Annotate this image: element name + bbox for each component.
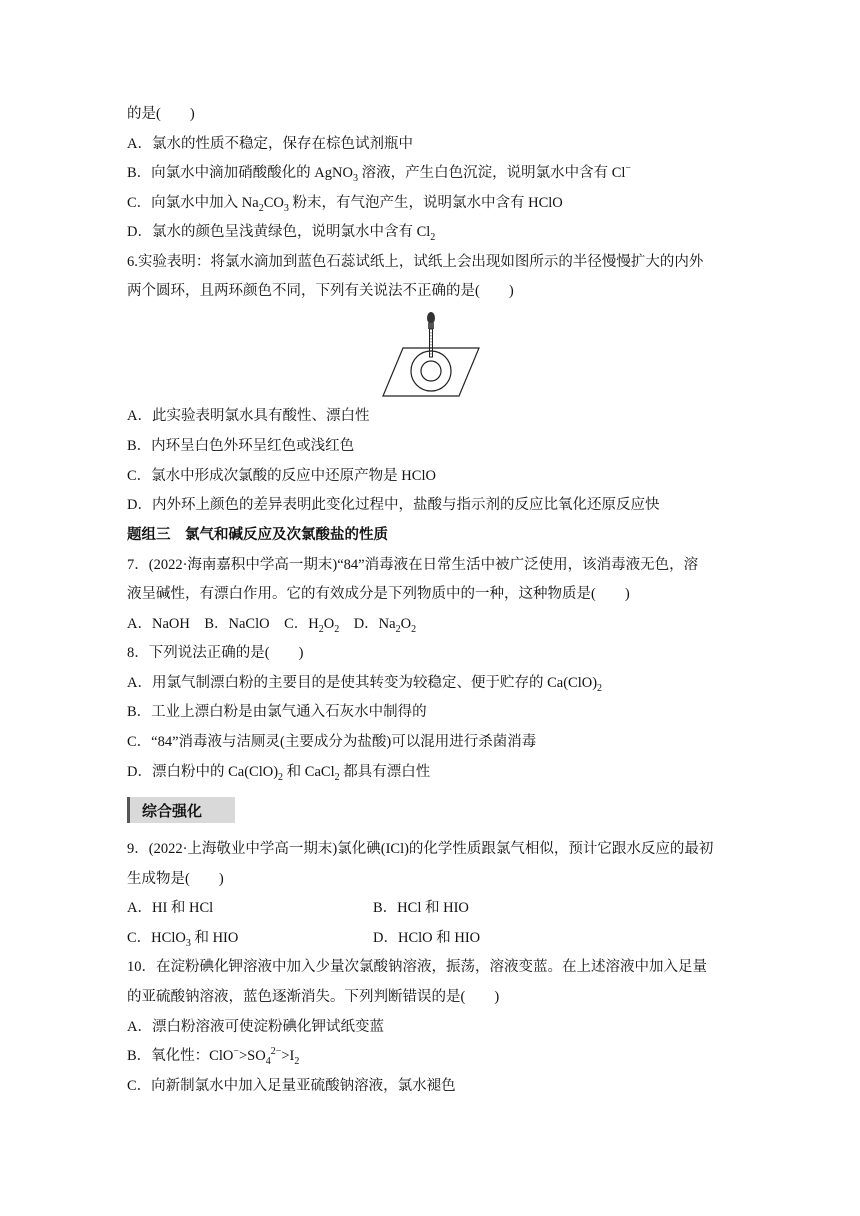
q7-stem-line1: 7．(2022·海南嘉积中学高一期末)“84”消毒液在日常生活中被广泛使用，该消毒液无色，溶 (127, 557, 699, 573)
q10-option-a: A．漂白粉溶液可使淀粉碘化钾试纸变蓝 (127, 1019, 384, 1035)
q10-option-b: B．氧化性：$ClO^->SO_4^{2-}>I_2$ (127, 1046, 300, 1067)
q9-option-c: C．HClO$_3$ 和 HIO (127, 930, 239, 949)
q9-stem-line1: 9．(2022·上海敬业中学高一期末)氯化碘(ICl)的化学性质跟氯气相似，预计它跟水反应的最初 (127, 841, 714, 857)
q7-options: A．NaOH B．NaClO C．$H_2O_2$ D．$Na_2O_2$ (127, 616, 417, 635)
q10-stem-line1: 10．在淀粉碘化钾溶液中加入少量次氯酸钠溶液，振荡，溶液变蓝。在上述溶液中加入足量 (127, 959, 707, 975)
q5-stem-tail: 的是( ) (127, 106, 195, 122)
section-tag: 综合强化 (127, 797, 235, 823)
q8-stem: 8．下列说法正确的是( ) (127, 645, 304, 661)
group3-heading: 题组三 氯气和碱反应及次氯酸盐的性质 (127, 527, 388, 543)
q7-stem-line2: 液呈碱性，有漂白作用。它的有效成分是下列物质中的一种，这种物质是( ) (127, 586, 630, 602)
inner-ring-icon (421, 361, 441, 381)
q8-option-a: A．用氯气制漂白粉的主要目的是使其转变为较稳定、便于贮存的 $Ca(ClO)_2$ (127, 675, 603, 694)
q5-option-d: D．氯水的颜色呈浅黄绿色，说明氯水中含有 $Cl_2$ (127, 224, 436, 243)
q9-option-d: D．HClO 和 HIO (373, 930, 481, 946)
q10-stem-line2: 的亚硫酸钠溶液，蓝色逐渐消失。下列判断错误的是( ) (127, 989, 500, 1005)
q6-stem-line1: 6.实验表明：将氯水滴加到蓝色石蕊试纸上，试纸上会出现如图所示的半径慢慢扩大的内外 (127, 254, 704, 270)
q6-option-a: A．此实验表明氯水具有酸性、漂白性 (127, 408, 370, 424)
q9-option-a: A．HI 和 HCl (127, 900, 214, 916)
q8-option-b: B．工业上漂白粉是由氯气通入石灰水中制得的 (127, 704, 427, 720)
q10-option-c: C．向新制氯水中加入足量亚硫酸钠溶液，氯水褪色 (127, 1078, 456, 1094)
dropper-icon (427, 312, 435, 357)
litmus-paper-icon (383, 348, 479, 396)
q5-option-b: B．向氯水中滴加硝酸酸化的 AgNO$_3$ 溶液，产生白色沉淀，说明氯水中含有 Cl− (127, 163, 632, 184)
q8-option-c: C．“84”消毒液与洁厕灵(主要成分为盐酸)可以混用进行杀菌消毒 (127, 734, 537, 750)
q8-option-d: D．漂白粉中的 $Ca(ClO)_2$ 和 CaCl$_2$ 都具有漂白性 (127, 764, 431, 783)
q9-option-b: B．HCl 和 HIO (373, 900, 469, 916)
q9-stem-line2: 生成物是( ) (127, 871, 224, 887)
q6-stem-line2: 两个圆环，且两环颜色不同，下列有关说法不正确的是( ) (127, 283, 514, 299)
litmus-paper-figure (381, 310, 481, 398)
q6-option-b: B．内环呈白色外环呈红色或浅红色 (127, 438, 355, 454)
q6-option-d: D．内外环上颜色的差异表明此变化过程中，盐酸与指示剂的反应比氧化还原反应快 (127, 497, 660, 513)
q5-option-a: A．氯水的性质不稳定，保存在棕色试剂瓶中 (127, 136, 413, 152)
q5-option-c: C．向氯水中加入 $Na_2CO_3$ 粉末，有气泡产生，说明氯水中含有 HClO (127, 195, 563, 214)
q6-option-c: C．氯水中形成次氯酸的反应中还原产物是 HClO (127, 468, 436, 484)
